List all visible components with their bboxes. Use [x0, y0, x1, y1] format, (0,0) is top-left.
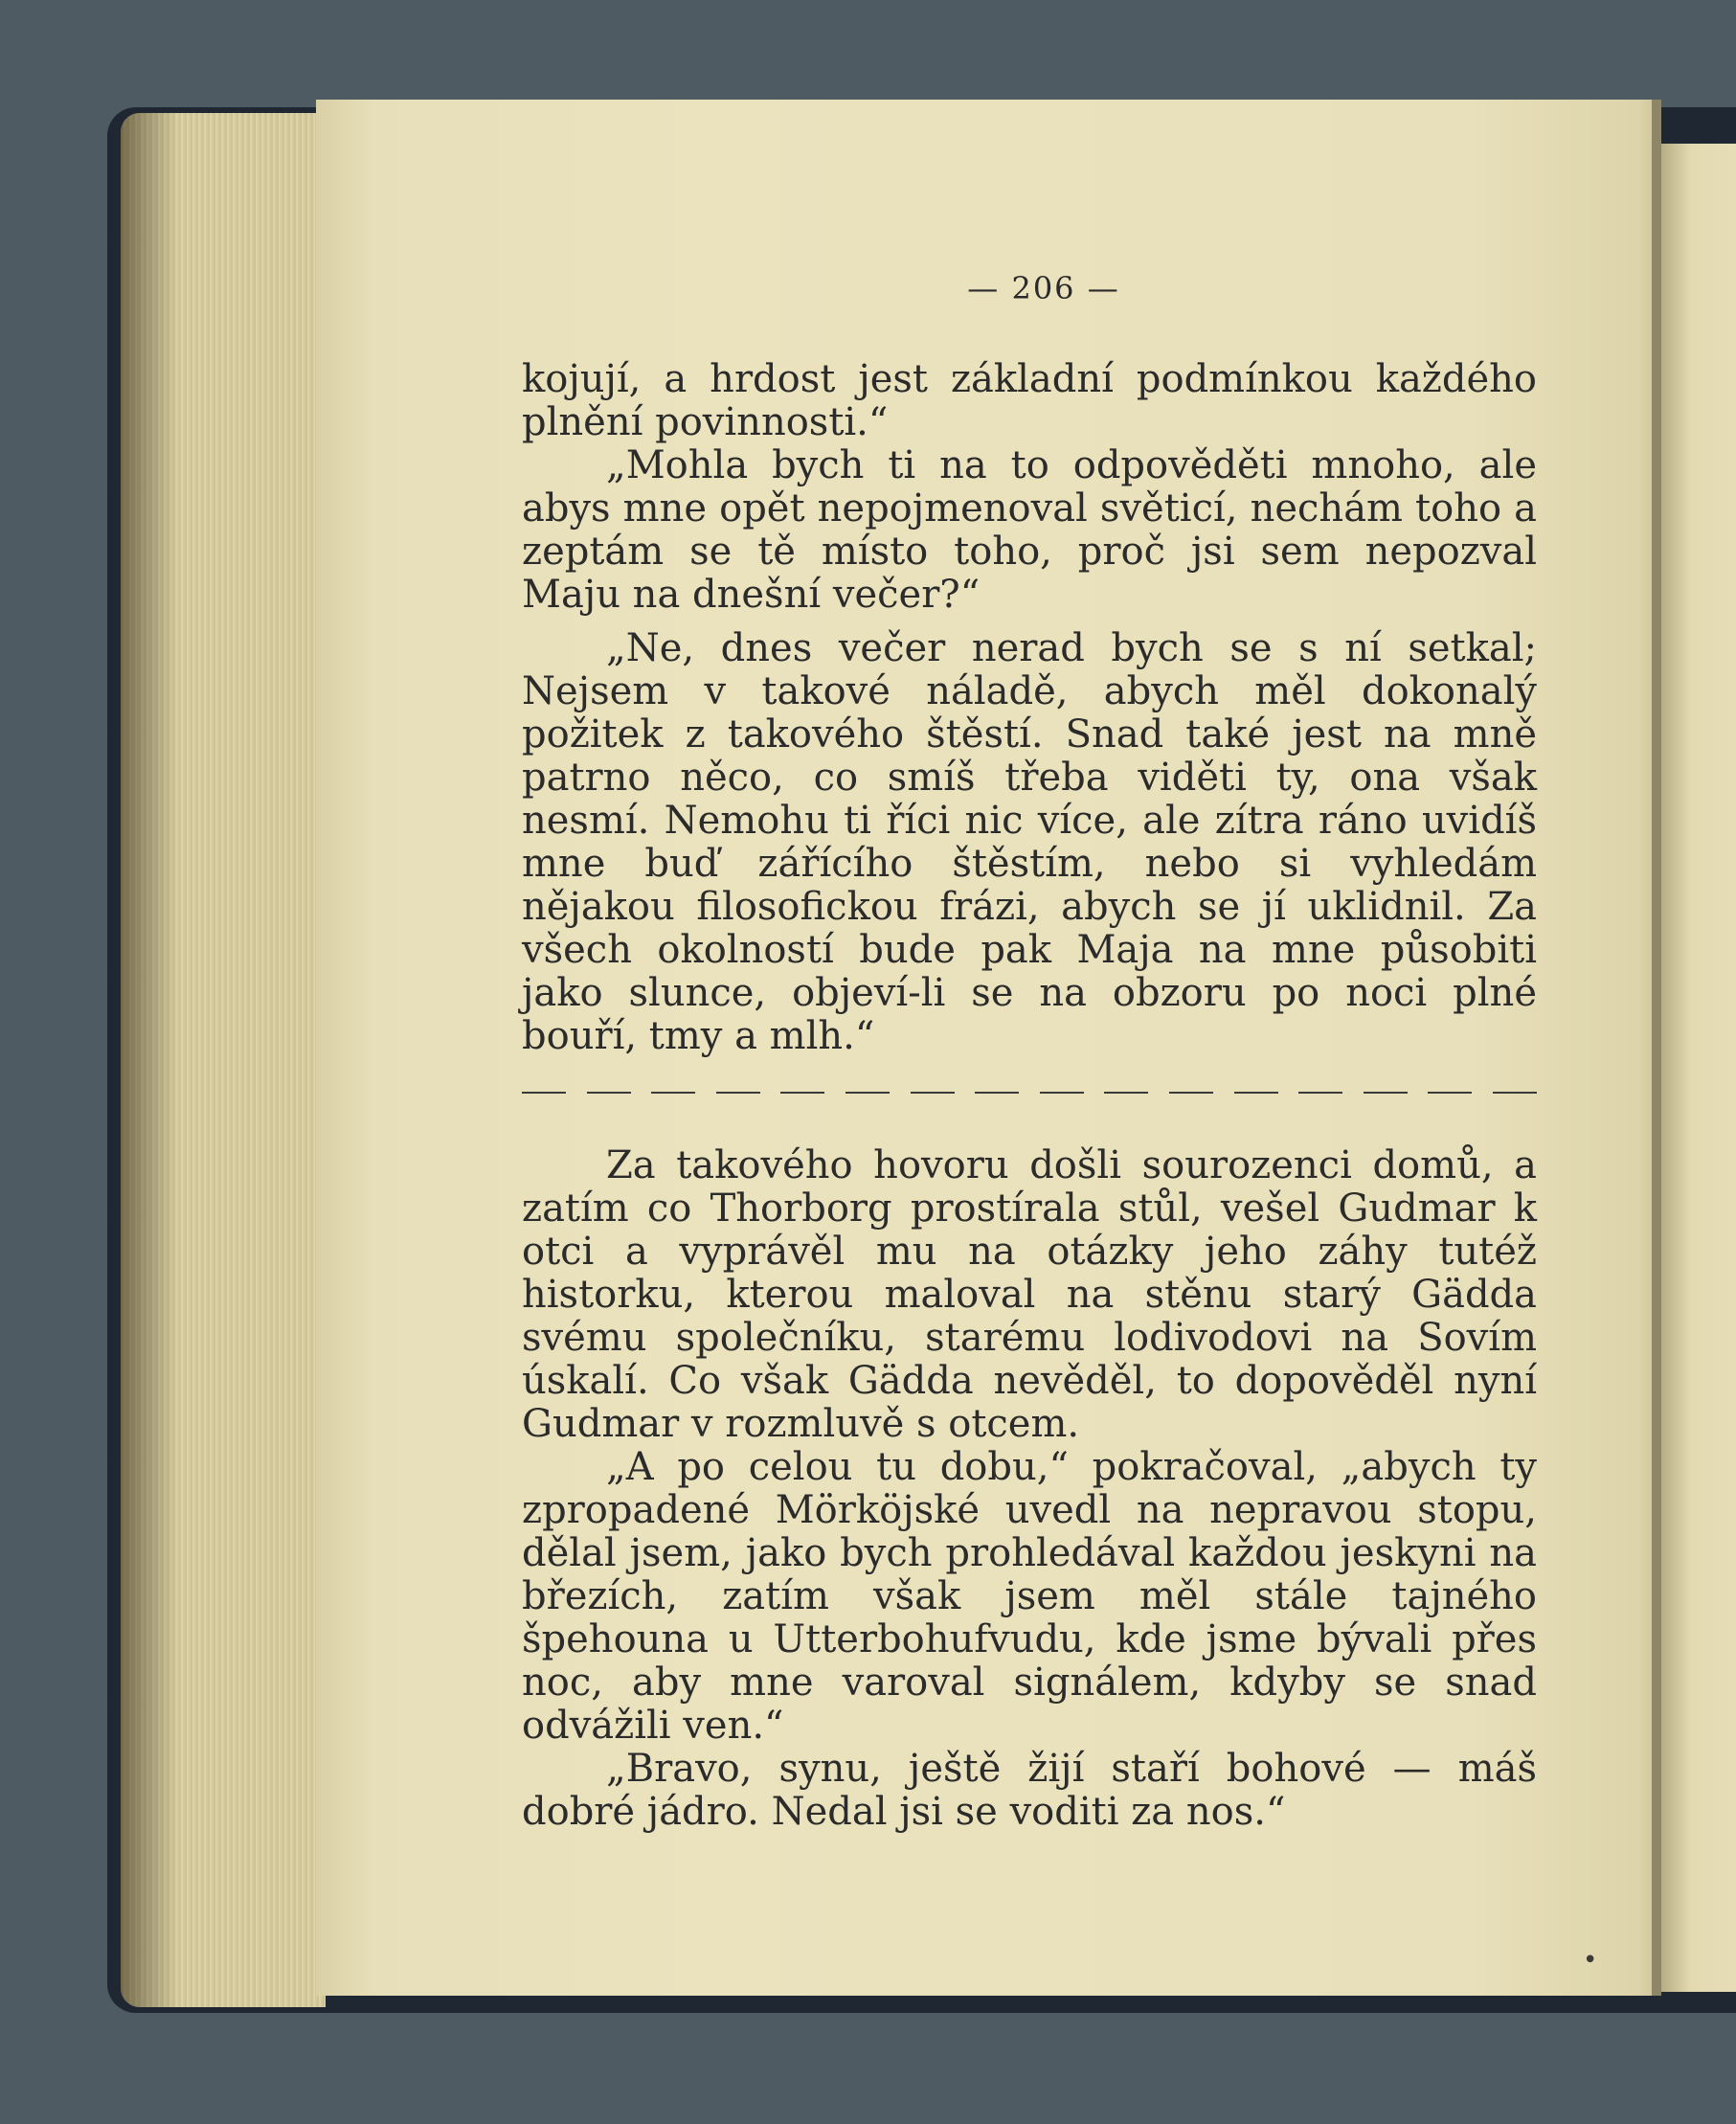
page-text — [522, 358, 1537, 1834]
paragraph: Za takového hovoru došli sourozenci domů, a zatím co Thorborg prostírala stůl, vešel Gudmar k otci a vyprávěl mu na otázky jeho záhy tutéž historku, kterou maloval na stěnu starý Gädda svému společníku, starému lodivodovi na Sovím úskalí. Co však Gädda nevěděl, to dopověděl nyní Gudmar v rozmluvě s otcem. — [522, 1143, 1537, 1446]
printer-mark: • — [1583, 1946, 1598, 1975]
paragraph: „Mohla bych ti na to odpověděti mnoho, ale abys mne opět nepojmenoval světicí, nechám toho a zeptám se tě místo toho, proč jsi sem nepozval Maju na dnešní večer?“ — [522, 443, 1537, 617]
facing-page — [1661, 144, 1736, 1992]
page-edge-shadow — [121, 113, 178, 2007]
paragraph: kojují, a hrdost jest základní podmínkou každého plnění povinnosti.“ — [522, 357, 1537, 444]
book-gutter — [1652, 100, 1661, 1996]
paragraph: „A po celou tu dobu,“ pokračoval, „abych ty zpropadené Mörköjské uvedl na nepravou stopu, dělal jsem, jako bych prohledával každou jeskyni na březích, zatím však jsem měl stále tajného špehouna u Utterbohufvudu, kde jsme bývali přes noc, aby mne varoval signálem, kdyby se snad odvážili ven.“ — [522, 1445, 1537, 1748]
paragraph: „Ne, dnes večer nerad bych se s ní setkal; Nejsem v takové náladě, abych měl dokonalý požitek z takového štěstí. Snad také jest na mně patrno něco, co smíš třeba viděti ty, ona však nesmí. Nemohu ti říci nic více, ale zítra ráno uvidíš mne buď zářícího štěstím, nebo si vyhledám nějakou filosofickou frázi, abych se jí uklidnil. Za všech okolností bude pak Maja na mne působiti jako slunce, objeví-li se na obzoru po noci plné bouří, tmy a mlh.“ — [522, 626, 1537, 1058]
paragraph: „Bravo, synu, ještě žijí staří bohové — máš dobré jádro. Nedal jsi se voditi za nos.“ — [522, 1747, 1537, 1834]
section-separator — [522, 1058, 1537, 1127]
page-number: — 206 — — [967, 270, 1120, 306]
